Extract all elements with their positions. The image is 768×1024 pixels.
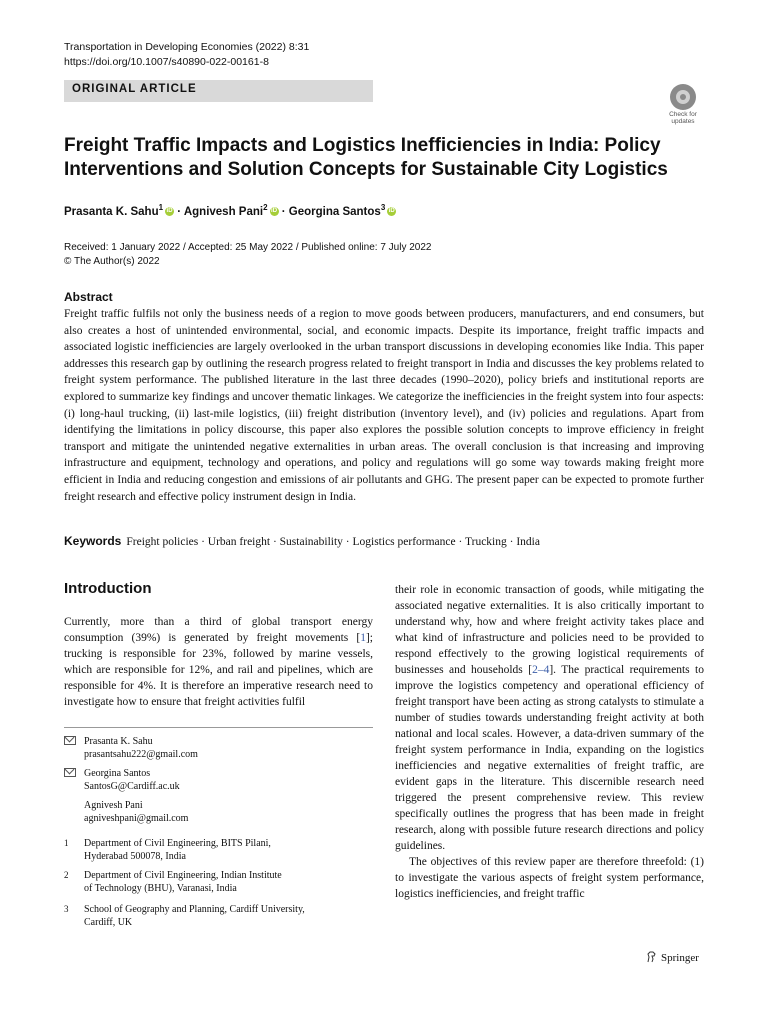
envelope-icon: [64, 768, 76, 777]
journal-header: [64, 40, 309, 70]
orcid-icon[interactable]: iD: [388, 208, 395, 215]
contact-name: Georgina Santos: [84, 768, 151, 779]
author-affiliation-mark: 2: [263, 203, 268, 212]
keywords: [64, 534, 704, 548]
history-dates: Received: 1 January 2022 / Accepted: 25 May 2022 / Published online: 7 July 2022: [64, 242, 432, 253]
orcid-icon[interactable]: iD: [271, 208, 278, 215]
contact-name: Prasanta K. Sahu: [84, 736, 153, 747]
contact-email[interactable]: agniveshpani@gmail.com: [84, 813, 189, 824]
article-type-banner: [64, 80, 373, 102]
contact-email[interactable]: prasantsahu222@gmail.com: [84, 749, 198, 760]
author-affiliation-mark: 1: [158, 203, 164, 212]
paragraph: The objectives of this review paper are therefore threefold: (1) to investigate the various aspects of freight system performance, logistics inefficiencies, and freight traffic: [395, 856, 704, 900]
affiliation-number: 3: [64, 904, 69, 914]
paragraph: their role in economic transaction of goods, while mitigating the associated negative externalities. It is also critically important to understand why, how and where freight activity takes place and what kind of infrastructure and policies need to be provided to respond effectively to the growing logistical requirements of businesses and households [2–4]. The practical requirements to improve the logistics competency and operational efficiency of freight transport have been acting as strong catalysts to stimulate a number of studies towards understanding freight activity at both national and local scales. However, a data-driven summary of the freight system performance in India, expanding on the logistics inefficiencies and negative externalities of freight traffic, are evident gaps in the literature. This discernible research need triggered the present comprehensive review. This review specifically outlines the progress that has been made in freight research, along with possible future research directions and policy guidelines.: [395, 584, 704, 852]
check-for-updates-text: Check for updates: [669, 111, 697, 125]
author-list: Prasanta K. Sahu$^1$ iD · Agnivesh Pani$^2$ iD · Georgina Santos$^3$ iD: [64, 203, 395, 218]
affiliation-number: 2: [64, 870, 69, 880]
publisher-name: Springer: [661, 952, 699, 964]
abstract-text: Freight traffic fulfils not only the business needs of a region to move goods between producers, manufacturers, and end consumers, but also creates a host of unintended environmental, social, and economic impacts. Despite its importance, freight traffic impacts and associated logistic inefficiencies are largely overlooked in the urban transport discussions in developing economies like India. This paper addresses this research gap by outlining the research progress related to freight transport in India and discusses the key problems related to freight system performance. The published literature in the last three decades (1990–2020), policy briefs and institutional reports are explored to summarize key findings and uncover thematic linkages. We categorize the inefficiencies in the freight system into four aspects: (i) long-haul trucking, (ii) last-mile logistics, (iii) freight distribution (inventory level), and (iv) policies and regulations. Apart from identifying the limitations in policy discourse, this paper also explores the possible solution concepts to improve efficiency in freight transport and mitigate the unintended negative externalities in urban areas. The overall conclusion is that increasing and improving infrastructure and equipment, technology and operations, and policy and regulations will go some way towards making freight more efficient in India and reducing congestion and emissions of air pollutants and GHG. The present paper can be expected to promote further freight research and effective policy instrument design in India.: [64, 308, 704, 503]
introduction-heading: Introduction: [64, 580, 152, 597]
publication-dates: [64, 241, 431, 269]
springer-horse-icon: [646, 951, 657, 963]
affiliation-number: 1: [64, 838, 69, 848]
article-type-label: ORIGINAL ARTICLE: [72, 83, 197, 95]
doi-link[interactable]: https://doi.org/10.1007/s40890-022-00161-8: [64, 56, 269, 68]
envelope-icon: [64, 736, 76, 745]
footnote-divider: [64, 727, 373, 728]
introduction-left-column: Currently, more than a third of global transport energy consumption (39%) is generated by freight movements [1]; trucking is responsible for 23%, followed by marine vessels, which are responsible for 12%, and rail and pipelines, which are responsible for 4%. It is therefore an imperative research need to investigate how to ensure that freight activities fulfil: [64, 616, 373, 708]
introduction-right-column: [395, 582, 704, 902]
check-for-updates-icon: [670, 84, 696, 110]
author-name[interactable]: Prasanta K. Sahu: [64, 205, 159, 218]
check-for-updates-badge[interactable]: [664, 84, 702, 125]
citation-link[interactable]: 1: [360, 632, 366, 644]
keywords-list: Freight policies · Urban freight · Sustainability · Logistics performance · Trucking · India: [126, 536, 540, 548]
keywords-label: Keywords: [64, 534, 122, 548]
author-name[interactable]: Georgina Santos: [288, 205, 381, 218]
journal-citation: Transportation in Developing Economies (2022) 8:31: [64, 41, 310, 53]
orcid-icon[interactable]: iD: [166, 208, 173, 215]
abstract-heading: Abstract: [64, 290, 113, 304]
article-title: Freight Traffic Impacts and Logistics Inefficiencies in India: Policy Interventions and Solution Concepts for Sustainable City Logistics: [64, 135, 668, 180]
author-name[interactable]: Agnivesh Pani: [183, 205, 264, 218]
contact-name: Agnivesh Pani: [84, 800, 143, 811]
publisher-logo: [646, 951, 699, 964]
citation-link[interactable]: 2–4: [532, 664, 550, 676]
copyright-line: © The Author(s) 2022: [64, 256, 160, 267]
contact-email[interactable]: SantosG@Cardiff.ac.uk: [84, 781, 180, 792]
author-affiliation-mark: 3: [380, 203, 386, 212]
